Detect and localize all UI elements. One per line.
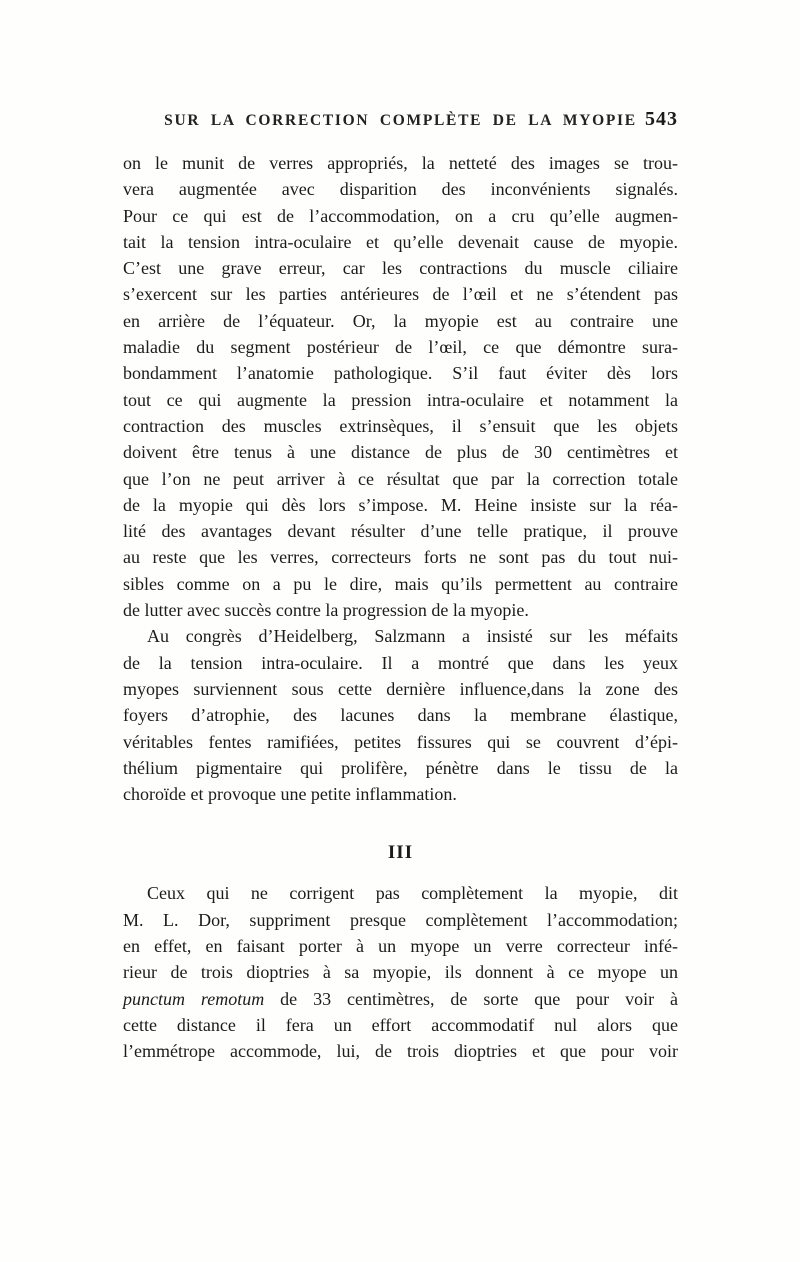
text-line: cette distance il fera un effort accommodatif nul alors que [123,1014,678,1035]
running-title: SUR LA CORRECTION COMPLÈTE DE LA MYOPIE [164,112,637,129]
text-block [123,150,678,1065]
text-line: en effet, en faisant porter à un myope un verre correcteur infé- [123,936,678,957]
text-line: au reste que les verres, correcteurs forts ne sont pas du tout nui- [123,547,678,568]
text-line: vera augmentée avec disparition des inconvénients signalés. [123,179,678,200]
text-segment: de 33 centimètres, de sorte que pour voir à [264,988,678,1009]
text-line: de la myopie qui dès lors s’impose. M. Heine insiste sur la réa- [123,494,678,515]
running-head [123,108,678,136]
text-line: Ceux qui ne corrigent pas complètement la myopie, dit [147,883,678,904]
italic-term: punctum remotum [123,988,265,1009]
section-heading: III [387,842,414,864]
paragraph [123,623,678,807]
text-line: Au congrès d’Heidelberg, Salzmann a insisté sur les méfaits [147,626,678,647]
text-line: l’emmétrope accommode, lui, de trois dioptries et que pour voir [123,1041,678,1062]
text-line: thélium pigmentaire qui prolifère, pénètre dans le tissu de la [123,757,678,778]
page-number: 543 [645,108,678,130]
text-line: que l’on ne peut arriver à ce résultat que par la correction totale [123,468,678,489]
paragraph [123,880,678,1064]
text-line: foyers d’atrophie, des lacunes dans la membrane élastique, [123,705,678,726]
text-line: lité des avantages devant résulter d’une telle pratique, il prouve [123,521,678,542]
text-line: rieur de trois dioptries à sa myopie, ils donnent à ce myope un [123,962,678,983]
text-line: choroïde et provoque une petite inflammation. [123,784,457,805]
text-line: de lutter avec succès contre la progression de la myopie. [123,600,529,621]
text-line: maladie du segment postérieur de l’œil, ce que démontre sura- [123,337,678,358]
text-line: tout ce qui augmente la pression intra-oculaire et notamment la [123,389,678,410]
text-line: véritables fentes ramifiées, petites fissures qui se couvrent d’épi- [123,731,678,752]
text-line: sibles comme on a pu le dire, mais qu’ils permettent au contraire [123,573,678,594]
text-line: doivent être tenus à une distance de plus de 30 centimètres et [123,442,678,463]
text-line [123,986,678,1012]
text-line: on le munit de verres appropriés, la netteté des images se trou- [123,153,678,173]
text-line: myopes surviennent sous cette dernière influence,dans la zone des [123,678,678,699]
text-line: tait la tension intra-oculaire et qu’elle devenait cause de myopie. [123,231,678,252]
text-line: de la tension intra-oculaire. Il a montré que dans les yeux [123,652,678,673]
text-line: M. L. Dor, suppriment presque complètement l’accommodation; [123,909,678,930]
text-line: C’est une grave erreur, car les contractions du muscle ciliaire [123,258,678,279]
text-line: s’exercent sur les parties antérieures de l’œil et ne s’étendent pas [123,284,678,305]
text-line: bondamment l’anatomie pathologique. S’il faut éviter dès lors [123,363,678,384]
text-line: contraction des muscles extrinsèques, il s’ensuit que les objets [123,415,678,436]
text-line: Pour ce qui est de l’accommodation, on a cru qu’elle augmen- [123,205,678,226]
paragraph [123,150,678,623]
text-line: en arrière de l’équateur. Or, la myopie est au contraire une [123,310,678,331]
